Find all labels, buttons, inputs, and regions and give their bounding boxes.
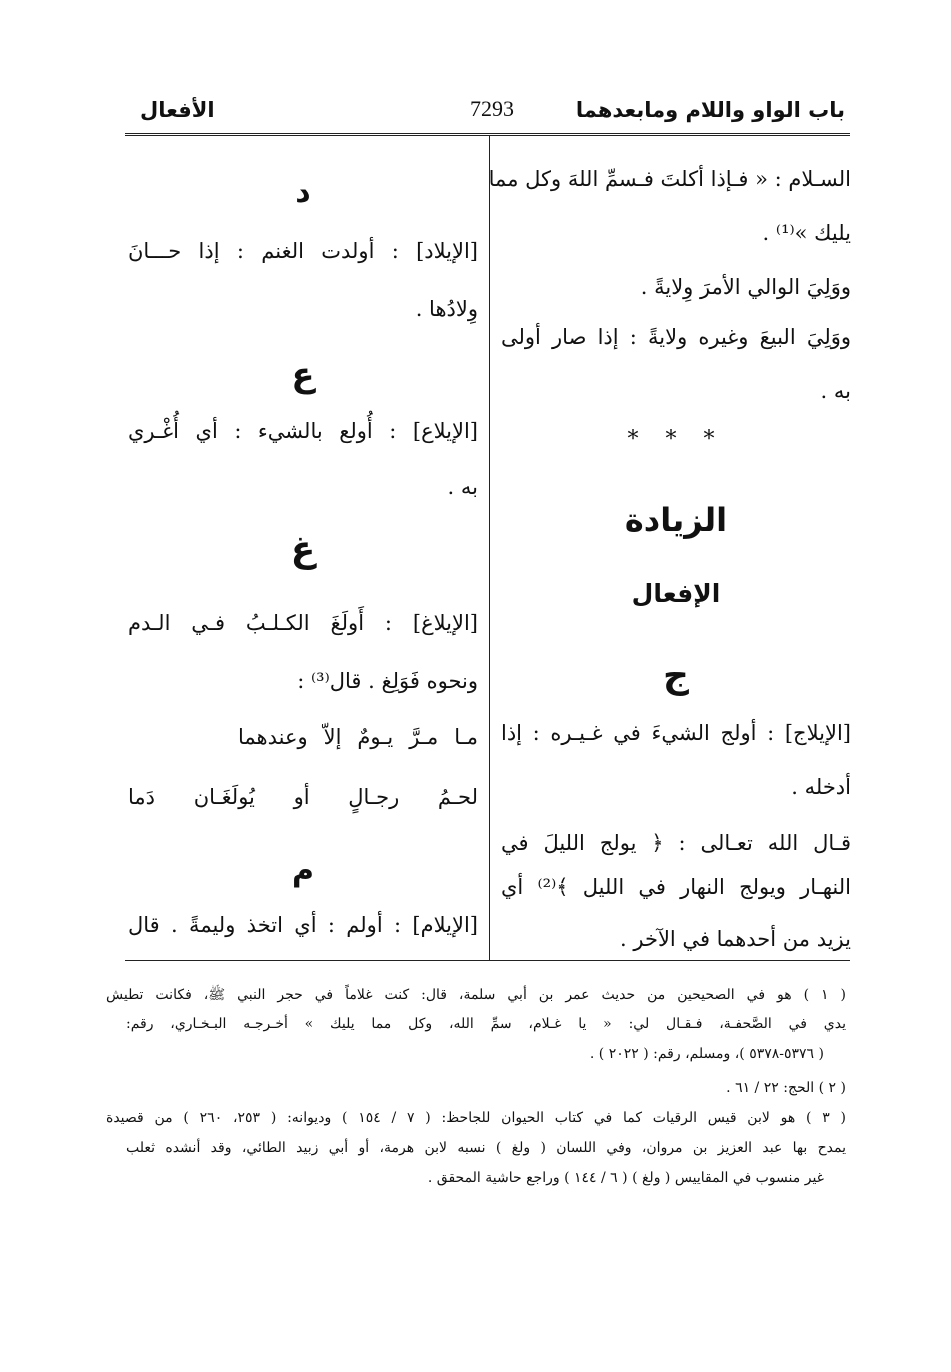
section-title: باب الواو واللام ومابعدهما bbox=[575, 98, 845, 122]
footnote-line: يدي في الصَّحفـة، فـقـال لي: « يا غـلام، سمِّ الله، وكل مما يليك » أخـرجـه البـخـاري، رقم: bbox=[126, 1016, 846, 1032]
text-line: السـلام : « فـإذا أكلتَ فـسمِّ اللهَ وكل مما bbox=[488, 167, 851, 191]
footnote-line: ( ٢ ) الحج: ٢٢ / ٦١ . bbox=[726, 1080, 846, 1096]
chapter-title: الأفعال bbox=[140, 98, 215, 122]
text-line: [الإيلاغ] : أَولَغَ الكـلـبُ فـي الـدم bbox=[128, 611, 478, 635]
text-line: به . bbox=[820, 379, 851, 403]
text-line: ووَلِيَ الوالي الأمرَ وِلايةً . bbox=[640, 275, 851, 299]
text-line: النهـار ويولج النهار في الليل ﴾⁽²⁾ أي bbox=[501, 875, 852, 899]
letter-heading-ayn: ع bbox=[291, 355, 315, 395]
text-line: [الإيلاج] : أولج الشيءَ في غـيـره : إذا bbox=[501, 721, 851, 745]
sub-heading: الإفعال bbox=[631, 579, 721, 608]
footnote-line: غير منسوب في المقاييس ( ولغ ) ( ٦ / ١٤٤ ) وراجع حاشية المحقق . bbox=[427, 1170, 824, 1186]
letter-heading-jim: ج bbox=[663, 655, 689, 696]
text-line: [الإيلاع] : أُولع بالشيء : أي أُغْـري bbox=[128, 419, 478, 443]
letter-heading-mim: م bbox=[292, 853, 314, 888]
footnote-line: ( ٣ ) هو لابن قيس الرقيات كما في كتاب الحيوان للجاحظ: ( ٧ / ١٥٤ ) وديوانه: ( ٢٥٣، ٢٦٠ ) من قصيدة bbox=[106, 1110, 846, 1126]
column-divider bbox=[489, 136, 490, 960]
text-line: وِلادُها . bbox=[415, 297, 478, 321]
section-heading: الزيادة bbox=[624, 501, 728, 539]
text-line: [الإيلام] : أولم : أي اتخذ وليمةً . قال bbox=[128, 913, 478, 937]
text-line: يليك »⁽¹⁾ . bbox=[762, 221, 851, 245]
section-separator: * * * bbox=[627, 427, 725, 452]
running-header bbox=[130, 94, 845, 134]
letter-heading-ghayn: غ bbox=[290, 529, 316, 570]
verse-line: مـا مـرَّ يـومٌ إلاّ وعندهما bbox=[238, 725, 478, 749]
text-line: به . bbox=[447, 475, 478, 499]
page-number: 7293 bbox=[470, 96, 514, 121]
text-line: ووَلِيَ البيعَ وغيره ولايةً : إذا صار أولى bbox=[501, 325, 851, 349]
text-line: [الإيلاد] : أولدت الغنم : إذا حـــانَ bbox=[128, 239, 478, 263]
footnote-line: يمدح بها عبد العزيز بن مروان، وفي اللسان ( ولغ ) نسبه لابن هرمة، أو أبي زبيد الطائي، وقد أنشده ثعلب bbox=[126, 1140, 846, 1156]
text-line: أدخله . bbox=[791, 775, 851, 799]
header-rule bbox=[125, 133, 850, 136]
text-line: ونحوه فَوَلِغ . قال⁽³⁾ : bbox=[297, 669, 478, 693]
text-line: يزيد من أحدهما في الآخر . bbox=[620, 927, 851, 951]
verse-line: لحـمُ رجـالٍ أو يُولَغَـان دَما bbox=[128, 785, 478, 809]
footnote-rule bbox=[125, 960, 850, 961]
footnote-line: ( ٥٣٧٦-٥٣٧٨ )، ومسلم، رقم: ( ٢٠٢٢ ) . bbox=[589, 1046, 824, 1062]
footnote-line: ( ١ ) هو في الصحيحين من حديث عمر بن أبي سلمة، قال: كنت غلاماً في حجر النبي ﷺ، فكانت تطيش bbox=[106, 987, 846, 1003]
letter-heading-dal: د bbox=[295, 175, 311, 210]
text-line: قـال الله تعـالى : ﴿ يولج الليلَ في bbox=[501, 831, 851, 855]
